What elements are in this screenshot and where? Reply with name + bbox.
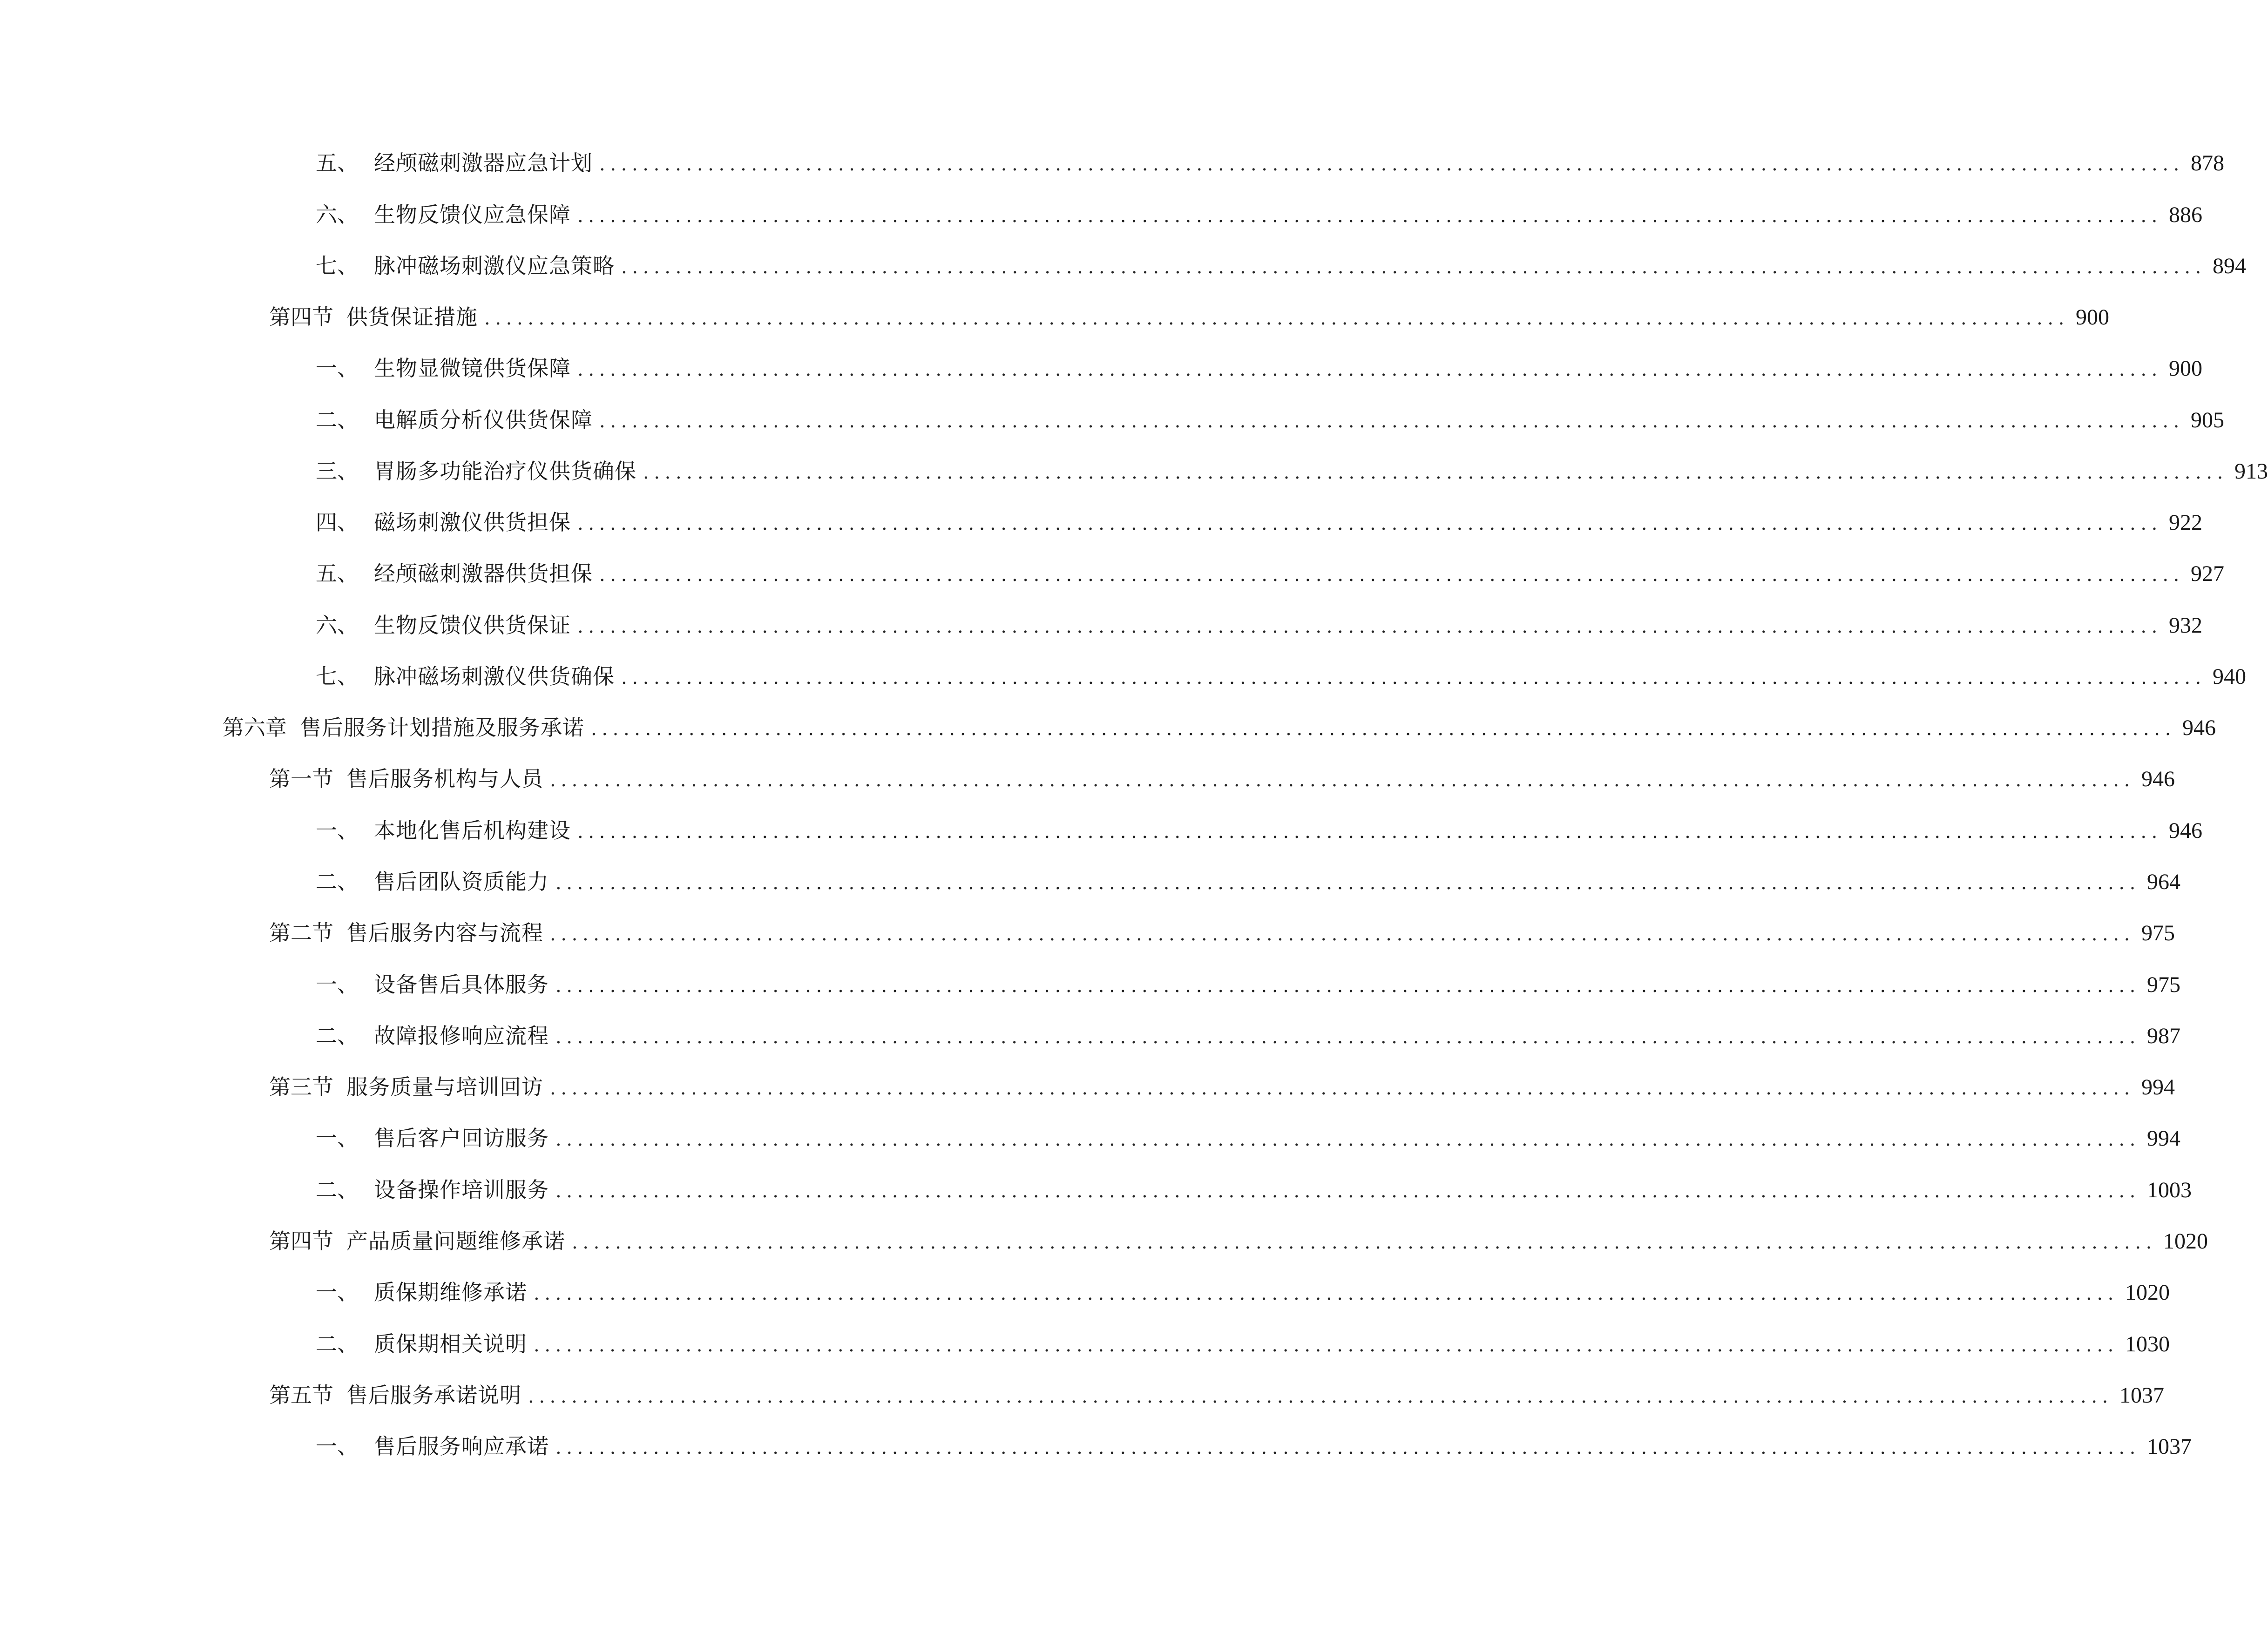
toc-dot-leader: .................................................................................................................................................. <box>621 256 2206 278</box>
toc-entry-number: 一、 <box>316 1280 359 1305</box>
toc-entry-number: 五、 <box>316 150 359 175</box>
toc-dot-leader: .................................................................................................................................................. <box>555 1437 2140 1458</box>
toc-section-entry[interactable] <box>269 1068 2175 1106</box>
toc-entry[interactable] <box>316 401 2224 439</box>
toc-entry[interactable] <box>316 1017 2180 1054</box>
toc-section-entry[interactable] <box>269 1222 2208 1260</box>
toc-entry-title: 经颅磁刺激器供货担保 <box>374 561 593 586</box>
toc-entry-title: 质保期维修承诺 <box>374 1280 527 1305</box>
toc-dot-leader: .................................................................................................................................................. <box>550 1078 2135 1099</box>
toc-entry[interactable] <box>316 863 2180 900</box>
toc-entry-number: 六、 <box>316 202 359 227</box>
toc-entry[interactable] <box>316 504 2202 541</box>
toc-page-number: 886 <box>2168 202 2202 227</box>
toc-page-number: 994 <box>2141 1075 2175 1100</box>
toc-entry[interactable] <box>316 144 2224 182</box>
toc-entry-number: 四、 <box>316 510 359 535</box>
toc-dot-leader: .................................................................................................................................................. <box>591 718 2176 740</box>
toc-entry-number: 第二节 <box>269 920 333 945</box>
toc-entry-title: 售后服务内容与流程 <box>346 920 543 945</box>
toc-entry-number: 一、 <box>316 972 359 997</box>
toc-page-number: 964 <box>2146 870 2180 894</box>
toc-entry-number: 第三节 <box>269 1074 333 1100</box>
toc-entry-number: 六、 <box>316 613 359 638</box>
toc-entry-title: 设备操作培训服务 <box>374 1177 549 1202</box>
toc-page-number: 946 <box>2141 767 2175 791</box>
toc-dot-leader: .................................................................................................................................................. <box>572 1232 2157 1253</box>
toc-entry-number: 第一节 <box>269 766 333 791</box>
toc-page-number: 900 <box>2075 305 2109 330</box>
toc-dot-leader: .................................................................................................................................................. <box>555 1181 2140 1202</box>
toc-entry[interactable] <box>316 555 2224 592</box>
toc-page-number: 1037 <box>2119 1383 2164 1408</box>
toc-page-number: 894 <box>2212 254 2246 278</box>
toc-page-number: 913 <box>2234 459 2268 484</box>
toc-entry-number: 二、 <box>316 1023 359 1048</box>
toc-dot-leader: .................................................................................................................................................. <box>643 462 2228 483</box>
toc-section-entry[interactable] <box>269 298 2109 336</box>
toc-dot-leader: .................................................................................................................................................. <box>534 1283 2119 1304</box>
toc-entry-title: 产品质量问题维修承诺 <box>346 1228 565 1254</box>
toc-entry[interactable] <box>316 452 2268 490</box>
toc-page-number: 975 <box>2141 921 2175 945</box>
toc-dot-leader: .................................................................................................................................................. <box>534 1335 2119 1356</box>
toc-entry[interactable] <box>316 607 2202 644</box>
toc-entry[interactable] <box>316 1325 2170 1363</box>
toc-dot-leader: .................................................................................................................................................. <box>621 667 2206 688</box>
toc-page-number: 1003 <box>2146 1178 2192 1202</box>
toc-dot-leader: .................................................................................................................................................. <box>555 975 2140 997</box>
toc-entry-title: 生物反馈仪供货保证 <box>374 613 571 638</box>
toc-section-entry[interactable] <box>269 760 2175 797</box>
toc-entry-title: 脉冲磁场刺激仪供货确保 <box>374 664 615 689</box>
toc-entry-number: 第四节 <box>269 1228 333 1254</box>
toc-entry-number: 二、 <box>316 1177 359 1202</box>
toc-page-number: 987 <box>2146 1024 2180 1048</box>
toc-page-number: 922 <box>2168 510 2202 535</box>
toc-dot-leader: .................................................................................................................................................. <box>577 821 2162 843</box>
toc-entry[interactable] <box>316 966 2180 1003</box>
toc-entry-title: 胃肠多功能治疗仪供货确保 <box>374 459 636 484</box>
toc-dot-leader: .................................................................................................................................................. <box>555 872 2140 894</box>
toc-entry-title: 售后服务响应承诺 <box>374 1434 549 1459</box>
toc-entry-title: 供货保证措施 <box>346 304 478 330</box>
toc-page-number: 1020 <box>2163 1229 2208 1254</box>
toc-entry-title: 电解质分析仪供货保障 <box>374 407 593 432</box>
toc-page-number: 905 <box>2190 408 2224 432</box>
toc-entry-number: 第四节 <box>269 304 333 330</box>
toc-entry-title: 磁场刺激仪供货担保 <box>374 510 571 535</box>
toc-entry-number: 一、 <box>316 1434 359 1459</box>
toc-entry[interactable] <box>316 1120 2180 1157</box>
toc-dot-leader: .................................................................................................................................................. <box>550 769 2135 791</box>
toc-entry[interactable] <box>316 658 2246 695</box>
toc-page-number: 940 <box>2212 664 2246 689</box>
toc-entry-title: 售后服务计划措施及服务承诺 <box>300 715 584 740</box>
toc-entry-title: 生物显微镜供货保障 <box>374 356 571 381</box>
toc-entry-number: 五、 <box>316 561 359 586</box>
toc-section-entry[interactable] <box>269 914 2175 951</box>
toc-entry[interactable] <box>316 247 2246 284</box>
toc-entry-number: 二、 <box>316 869 359 894</box>
toc-section-entry[interactable] <box>269 1377 2164 1414</box>
toc-page-number: 927 <box>2190 561 2224 586</box>
toc-dot-leader: .................................................................................................................................................. <box>555 1026 2140 1048</box>
toc-dot-leader: .................................................................................................................................................. <box>555 1129 2140 1150</box>
toc-entry[interactable] <box>316 812 2202 849</box>
toc-entry-number: 七、 <box>316 253 359 278</box>
toc-page-number: 946 <box>2182 715 2216 740</box>
toc-entry-number: 七、 <box>316 664 359 689</box>
toc-page-number: 975 <box>2146 972 2180 997</box>
toc-dot-leader: .................................................................................................................................................. <box>528 1386 2113 1407</box>
toc-dot-leader: .................................................................................................................................................. <box>577 616 2162 637</box>
toc-page-number: 994 <box>2146 1126 2180 1151</box>
toc-entry[interactable] <box>316 1274 2170 1311</box>
toc-entry-title: 服务质量与培训回访 <box>346 1074 543 1100</box>
toc-page-number: 932 <box>2168 613 2202 638</box>
toc-entry[interactable] <box>316 196 2202 233</box>
toc-entry-title: 设备售后具体服务 <box>374 972 549 997</box>
toc-entry[interactable] <box>316 1428 2192 1465</box>
toc-entry-number: 三、 <box>316 459 359 484</box>
toc-dot-leader: .................................................................................................................................................. <box>577 359 2162 380</box>
toc-page-number: 1037 <box>2146 1434 2192 1459</box>
toc-entry-number: 一、 <box>316 356 359 381</box>
toc-entry[interactable] <box>316 1171 2192 1208</box>
toc-dot-leader: .................................................................................................................................................. <box>550 924 2135 945</box>
toc-entry-title: 本地化售后机构建设 <box>374 818 571 843</box>
toc-dot-leader: .................................................................................................................................................. <box>599 411 2184 432</box>
toc-entry[interactable] <box>316 350 2202 387</box>
toc-entry-title: 经颅磁刺激器应急计划 <box>374 150 593 175</box>
toc-dot-leader: .................................................................................................................................................. <box>599 154 2184 175</box>
toc-entry-title: 质保期相关说明 <box>374 1331 527 1356</box>
toc-page-number: 1030 <box>2125 1332 2170 1356</box>
toc-entry-title: 脉冲磁场刺激仪应急策略 <box>374 253 615 278</box>
toc-page-number: 900 <box>2168 356 2202 381</box>
toc-entry-title: 售后服务承诺说明 <box>346 1383 521 1408</box>
toc-dot-leader: .................................................................................................................................................. <box>599 564 2184 586</box>
toc-page-number: 946 <box>2168 818 2202 843</box>
toc-entry-number: 二、 <box>316 407 359 432</box>
toc-dot-leader: .................................................................................................................................................. <box>484 308 2069 329</box>
toc-entry-number: 一、 <box>316 818 359 843</box>
toc-entry-number: 第五节 <box>269 1383 333 1408</box>
toc-entry-number: 一、 <box>316 1126 359 1151</box>
toc-chapter-entry[interactable] <box>223 709 2216 746</box>
toc-page-number: 1020 <box>2125 1280 2170 1305</box>
toc-entry-title: 故障报修响应流程 <box>374 1023 549 1048</box>
toc-entry-title: 售后服务机构与人员 <box>346 766 543 791</box>
toc-page-number: 878 <box>2190 151 2224 175</box>
toc-dot-leader: .................................................................................................................................................. <box>577 205 2162 227</box>
toc-entry-number: 二、 <box>316 1331 359 1356</box>
toc-entry-number: 第六章 <box>223 715 287 740</box>
toc-entry-title: 售后团队资质能力 <box>374 869 549 894</box>
toc-dot-leader: .................................................................................................................................................. <box>577 513 2162 534</box>
toc-entry-title: 售后客户回访服务 <box>374 1126 549 1151</box>
toc-entry-title: 生物反馈仪应急保障 <box>374 202 571 227</box>
